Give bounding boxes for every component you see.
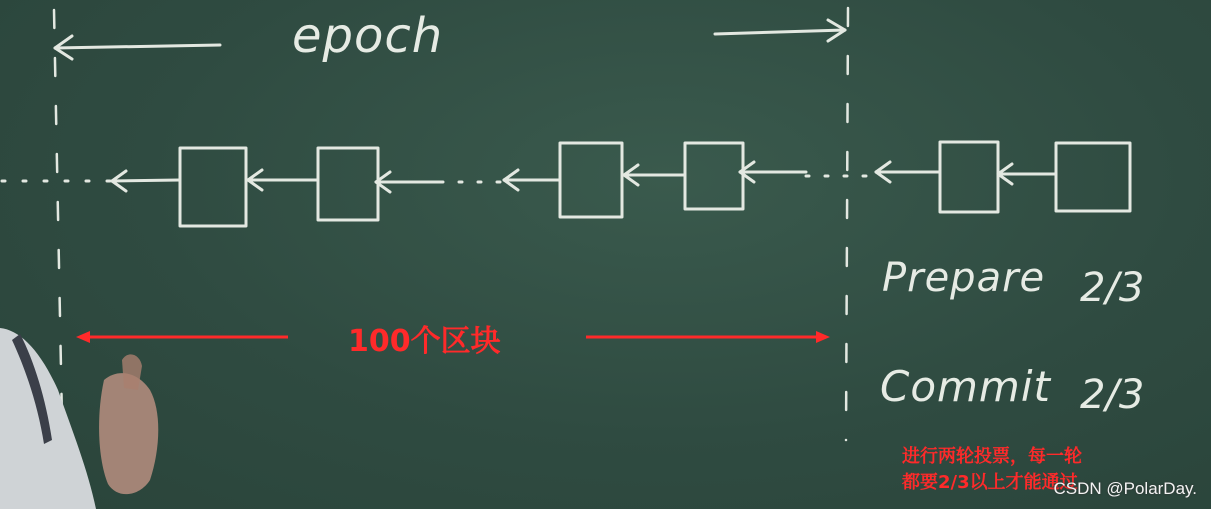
chain-arrow-7 [876, 162, 940, 182]
vote-note-line-2: 都要2/3以上才能通过 [902, 472, 1078, 493]
block-4 [685, 143, 743, 209]
chain-arrow-8 [998, 164, 1056, 184]
epoch-right-arrow [715, 20, 845, 41]
commit-label: Commit [880, 362, 1051, 411]
epoch-label: epoch [292, 8, 444, 64]
epoch-left-arrow [55, 36, 220, 59]
chain-arrow-6 [740, 162, 806, 182]
chain-arrow-2 [248, 170, 318, 190]
blocks-span-right-arrow [586, 331, 830, 343]
commit-fraction: 2/3 [1080, 372, 1145, 418]
block-6 [1056, 143, 1130, 211]
csdn-watermark: CSDN @PolarDay. [1053, 479, 1197, 498]
block-1 [180, 148, 246, 226]
block-2 [318, 148, 378, 220]
chain-arrow-5 [624, 165, 685, 185]
chain-arrow-3 [376, 172, 440, 192]
block-5 [940, 142, 998, 212]
block-3 [560, 143, 622, 217]
chain-arrow-1 [112, 171, 180, 191]
epoch-boundary-right [846, 8, 848, 440]
blocks-count-label: 100个区块 [348, 324, 501, 359]
vote-note-line-1: 进行两轮投票，每一轮 [902, 446, 1082, 467]
lecturer-figure [0, 320, 180, 509]
prepare-label: Prepare [882, 255, 1046, 301]
chain-arrow-4 [504, 170, 560, 190]
prepare-fraction: 2/3 [1080, 265, 1145, 311]
